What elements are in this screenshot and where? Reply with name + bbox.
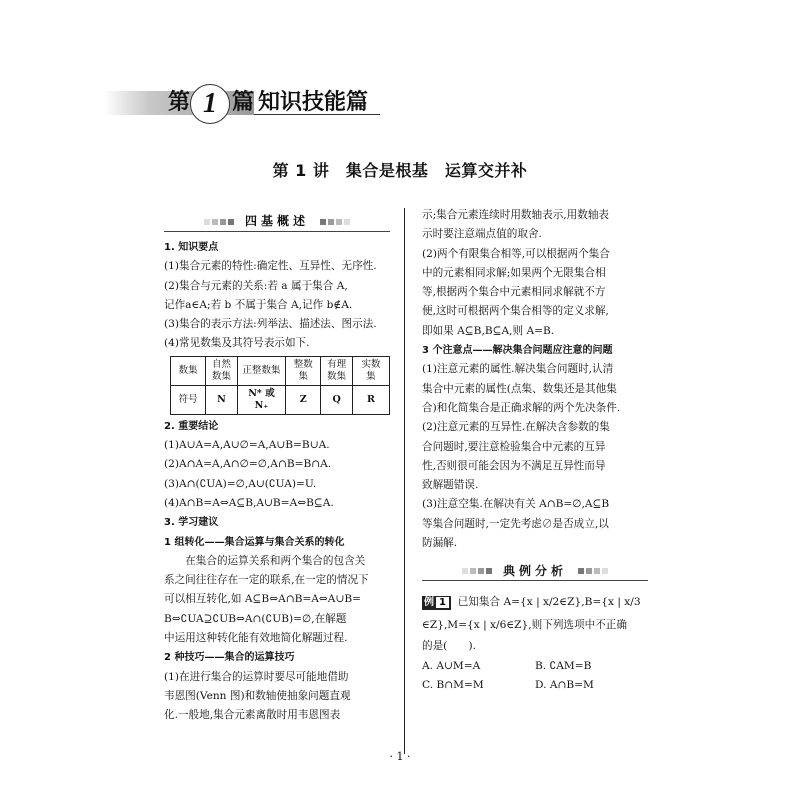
example-line: 的是( ).: [422, 640, 477, 653]
technique-line: (1)在进行集合的运算时要尽可能地借助: [164, 670, 349, 683]
table-cell: 实数集: [352, 356, 389, 385]
conversion-line: 系之间往往存在一定的联系,在一定的情况下: [164, 574, 369, 587]
column-divider: [404, 208, 405, 754]
example-options: [422, 676, 648, 695]
example-banner: [422, 561, 648, 581]
option-d: D. A∩B=M: [535, 678, 594, 691]
number-set-table: [170, 356, 390, 415]
conclusion-line: (3)A∩(∁UA)=∅,A∪(∁UA)=U.: [164, 477, 317, 490]
table-cell: R: [352, 385, 389, 414]
technique-line: 化.一般地,集合元素离散时用韦恩图表: [164, 709, 341, 722]
example-line: ∈Z},M={x | x/6∈Z},则下列选项中不正确: [422, 619, 627, 632]
knowledge-line: (4)常见数集及其符号表示如下.: [164, 337, 310, 350]
option-a: A. A∪M=A: [422, 659, 481, 672]
continued-line: 示时要注意端点值的取舍.: [422, 228, 542, 241]
option-c: C. B∩M=M: [422, 678, 484, 691]
conversion-line: 可以相互转化,如 A⊆B⇔A∩B=A⇔A∪B=: [164, 593, 361, 606]
continued-line: 便,这时可根据两个集合相等的定义求解,: [422, 305, 609, 318]
part-suffix: 篇: [232, 89, 255, 115]
attention-line: 性,否则很可能会因为不满足互异性而导: [422, 459, 606, 472]
table-cell: 符号: [171, 385, 206, 414]
left-column: [164, 212, 390, 726]
knowledge-line: (1)集合元素的特性:确定性、互异性、无序性.: [164, 260, 377, 273]
knowledge-line: (2)集合与元素的关系:若 a 属于集合 A,: [164, 279, 348, 292]
attention-line: (1)注意元素的属性.解决集合问题时,认清: [422, 363, 614, 376]
table-cell: 整数集: [286, 356, 321, 385]
overview-banner-label: 四基概述: [244, 214, 309, 229]
table-cell: 有理数集: [321, 356, 353, 385]
attention-line: (2)注意元素的互异性.在解决含参数的集: [422, 421, 610, 434]
part-header: [104, 88, 380, 118]
table-row: [171, 385, 390, 414]
example-tag: 例 1: [422, 596, 451, 610]
continued-line: 示;集合元素连续时用数轴表示,用数轴表: [422, 209, 610, 221]
example-question: [422, 591, 648, 613]
conversion-line: 在集合的运算关系和两个集合的包含关: [185, 554, 366, 567]
attention-line: 防漏解.: [422, 537, 458, 550]
conclusion-line: (2)A∩A=A,A∩∅=∅,A∩B=B∩A.: [164, 458, 332, 471]
conclusion-line: (4)A∩B=A⇔A⊆B,A∪B=A⇔B⊆A.: [164, 496, 334, 509]
conversion-heading: 1 组转化——集合运算与集合关系的转化: [164, 536, 345, 548]
attention-line: 集合中元素的属性(点集、数集还是其他集: [422, 382, 617, 395]
table-row: [171, 356, 390, 385]
right-column: [422, 206, 648, 695]
technique-line: 韦恩图(Venn 图)和数轴使抽象问题直观: [164, 689, 351, 702]
conclusion-heading: 2. 重要结论: [164, 420, 219, 432]
conclusion-line: (1)A∪A=A,A∪∅=A,A∪B=B∪A.: [164, 439, 330, 452]
attention-line: (3)注意空集.在解决有关 A∩B=∅,A⊆B: [422, 498, 610, 511]
table-cell: 正整数集: [237, 356, 285, 385]
table-cell: N: [206, 385, 238, 414]
advice-heading: 3. 学习建议: [164, 517, 219, 529]
lecture-title: 第 1 讲 集合是根基 运算交并补: [272, 161, 528, 180]
technique-heading: 2 种技巧——集合的运算技巧: [164, 652, 295, 664]
knowledge-line: (3)集合的表示方法:列举法、描述法、图示法.: [164, 318, 377, 331]
knowledge-line: 记作a∈A;若 b 不属于集合 A,记作 b∉A.: [164, 298, 353, 311]
attention-heading: 3 个注意点——解决集合问题应注意的问题: [422, 345, 613, 357]
continued-line: 中的元素相同求解;如果两个无限集合相: [422, 266, 606, 279]
conversion-line: 中运用这种转化能有效地简化解题过程.: [164, 632, 348, 645]
example-line: 已知集合 A={x | x/2∈Z},B={x | x/3: [457, 596, 641, 609]
part-number: 1: [190, 84, 230, 124]
part-title: 知识技能篇: [258, 89, 369, 115]
example-options: [422, 657, 648, 676]
table-cell: Z: [286, 385, 321, 414]
part-prefix: 第: [168, 89, 191, 115]
example-banner-label: 典例分析: [502, 563, 567, 578]
conversion-line: B⇔∁UA⊇∁UB⇔A∩(∁UB)=∅,在解题: [164, 612, 347, 625]
attention-line: 等集合问题时,一定先考虑∅是否成立,以: [422, 517, 609, 530]
table-cell: 数集: [171, 356, 206, 385]
page-number: · 1 ·: [389, 750, 411, 763]
continued-line: 即如果 A⊆B,B⊆A,则 A=B.: [422, 324, 555, 337]
attention-line: 致解题错误.: [422, 479, 479, 492]
option-b: B. ∁AM=B: [535, 659, 592, 672]
attention-line: 合问题时,要注意检验集合中元素的互异: [422, 440, 606, 453]
attention-line: 合)和化简集合是正确求解的两个先决条件.: [422, 401, 621, 414]
knowledge-heading: 1. 知识要点: [164, 242, 219, 253]
table-cell: Q: [321, 385, 353, 414]
table-cell: N* 或 N₊: [237, 385, 285, 414]
table-cell: 自然数集: [206, 356, 238, 385]
overview-banner: [164, 212, 390, 232]
continued-line: (2)两个有限集合相等,可以根据两个集合: [422, 247, 610, 260]
continued-line: 等,根据两个集合中元素相同求解就不方: [422, 286, 606, 299]
